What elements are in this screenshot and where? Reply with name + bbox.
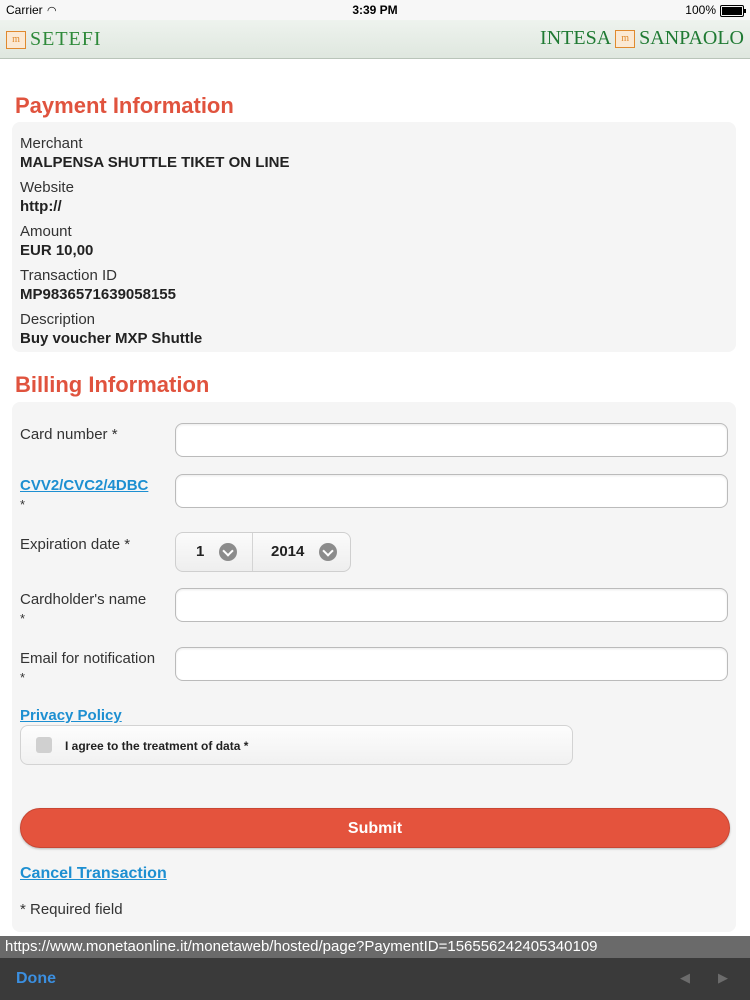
setefi-brand: SETEFI <box>30 28 102 50</box>
billing-info-title: Billing Information <box>15 372 210 397</box>
clock: 3:39 PM <box>352 3 398 17</box>
privacy-consent-row[interactable] <box>20 725 573 765</box>
expiration-year-select[interactable]: 2014 <box>271 543 305 560</box>
done-button[interactable]: Done <box>16 970 56 987</box>
chevron-down-icon[interactable] <box>219 543 237 561</box>
intesa-sanpaolo-logo <box>540 27 744 50</box>
wifi-icon: ◠ <box>47 5 57 17</box>
intesa-brand: INTESA <box>540 27 612 49</box>
privacy-consent-label[interactable]: I agree to the treatment of data * <box>65 739 249 753</box>
amount-value: EUR 10,00 <box>20 242 94 259</box>
forward-arrow-icon[interactable]: ▶ <box>718 970 728 985</box>
expiration-date-label: Expiration date * <box>20 536 131 553</box>
required-field-note: * Required field <box>20 901 123 918</box>
setefi-logo <box>6 28 102 51</box>
website-value: http:// <box>20 198 62 215</box>
cancel-transaction-link[interactable]: Cancel Transaction <box>20 865 167 882</box>
merchant-label: Merchant <box>20 135 83 152</box>
expiration-date-selects <box>175 532 351 572</box>
description-value: Buy voucher MXP Shuttle <box>20 330 203 347</box>
cvv-help-link[interactable]: CVV2/CVC2/4DBC <box>20 477 149 494</box>
setefi-logo-icon: m <box>6 31 26 49</box>
website-label: Website <box>20 179 74 196</box>
email-required-mark: * <box>20 670 26 685</box>
sanpaolo-brand: SANPAOLO <box>639 27 744 49</box>
url-overlay: https://www.monetaonline.it/monetaweb/hosted/page?PaymentID=156556242405340109 <box>0 936 750 958</box>
payment-info-title: Payment Information <box>15 93 234 118</box>
submit-button[interactable]: Submit <box>20 808 730 848</box>
carrier-label: Carrier <box>6 3 43 17</box>
card-number-input[interactable] <box>175 423 728 457</box>
cvv-required-mark: * <box>20 497 26 512</box>
transaction-id-label: Transaction ID <box>20 267 117 284</box>
amount-label: Amount <box>20 223 72 240</box>
expiration-month-select[interactable]: 1 <box>196 543 205 560</box>
cvv-input[interactable] <box>175 474 728 508</box>
bank-header <box>0 20 750 59</box>
browser-toolbar <box>0 958 750 1000</box>
cardholder-name-label: Cardholder's name <box>20 591 147 608</box>
back-arrow-icon[interactable]: ◀ <box>680 970 690 985</box>
cardholder-required-mark: * <box>20 611 26 626</box>
chevron-down-icon[interactable] <box>319 543 337 561</box>
merchant-value: MALPENSA SHUTTLE TIKET ON LINE <box>20 154 290 171</box>
email-label: Email for notification <box>20 650 156 667</box>
status-bar <box>0 0 750 20</box>
battery-percent: 100% <box>685 3 716 17</box>
card-number-label: Card number * <box>20 426 118 443</box>
cardholder-name-input[interactable] <box>175 588 728 622</box>
intesa-logo-icon: m <box>615 30 635 48</box>
privacy-policy-link[interactable]: Privacy Policy <box>20 707 122 724</box>
battery-icon <box>720 5 744 17</box>
privacy-consent-checkbox[interactable] <box>36 737 52 753</box>
select-divider <box>252 533 253 571</box>
description-label: Description <box>20 311 96 328</box>
transaction-id-value: MP9836571639058155 <box>20 286 176 303</box>
email-input[interactable] <box>175 647 728 681</box>
